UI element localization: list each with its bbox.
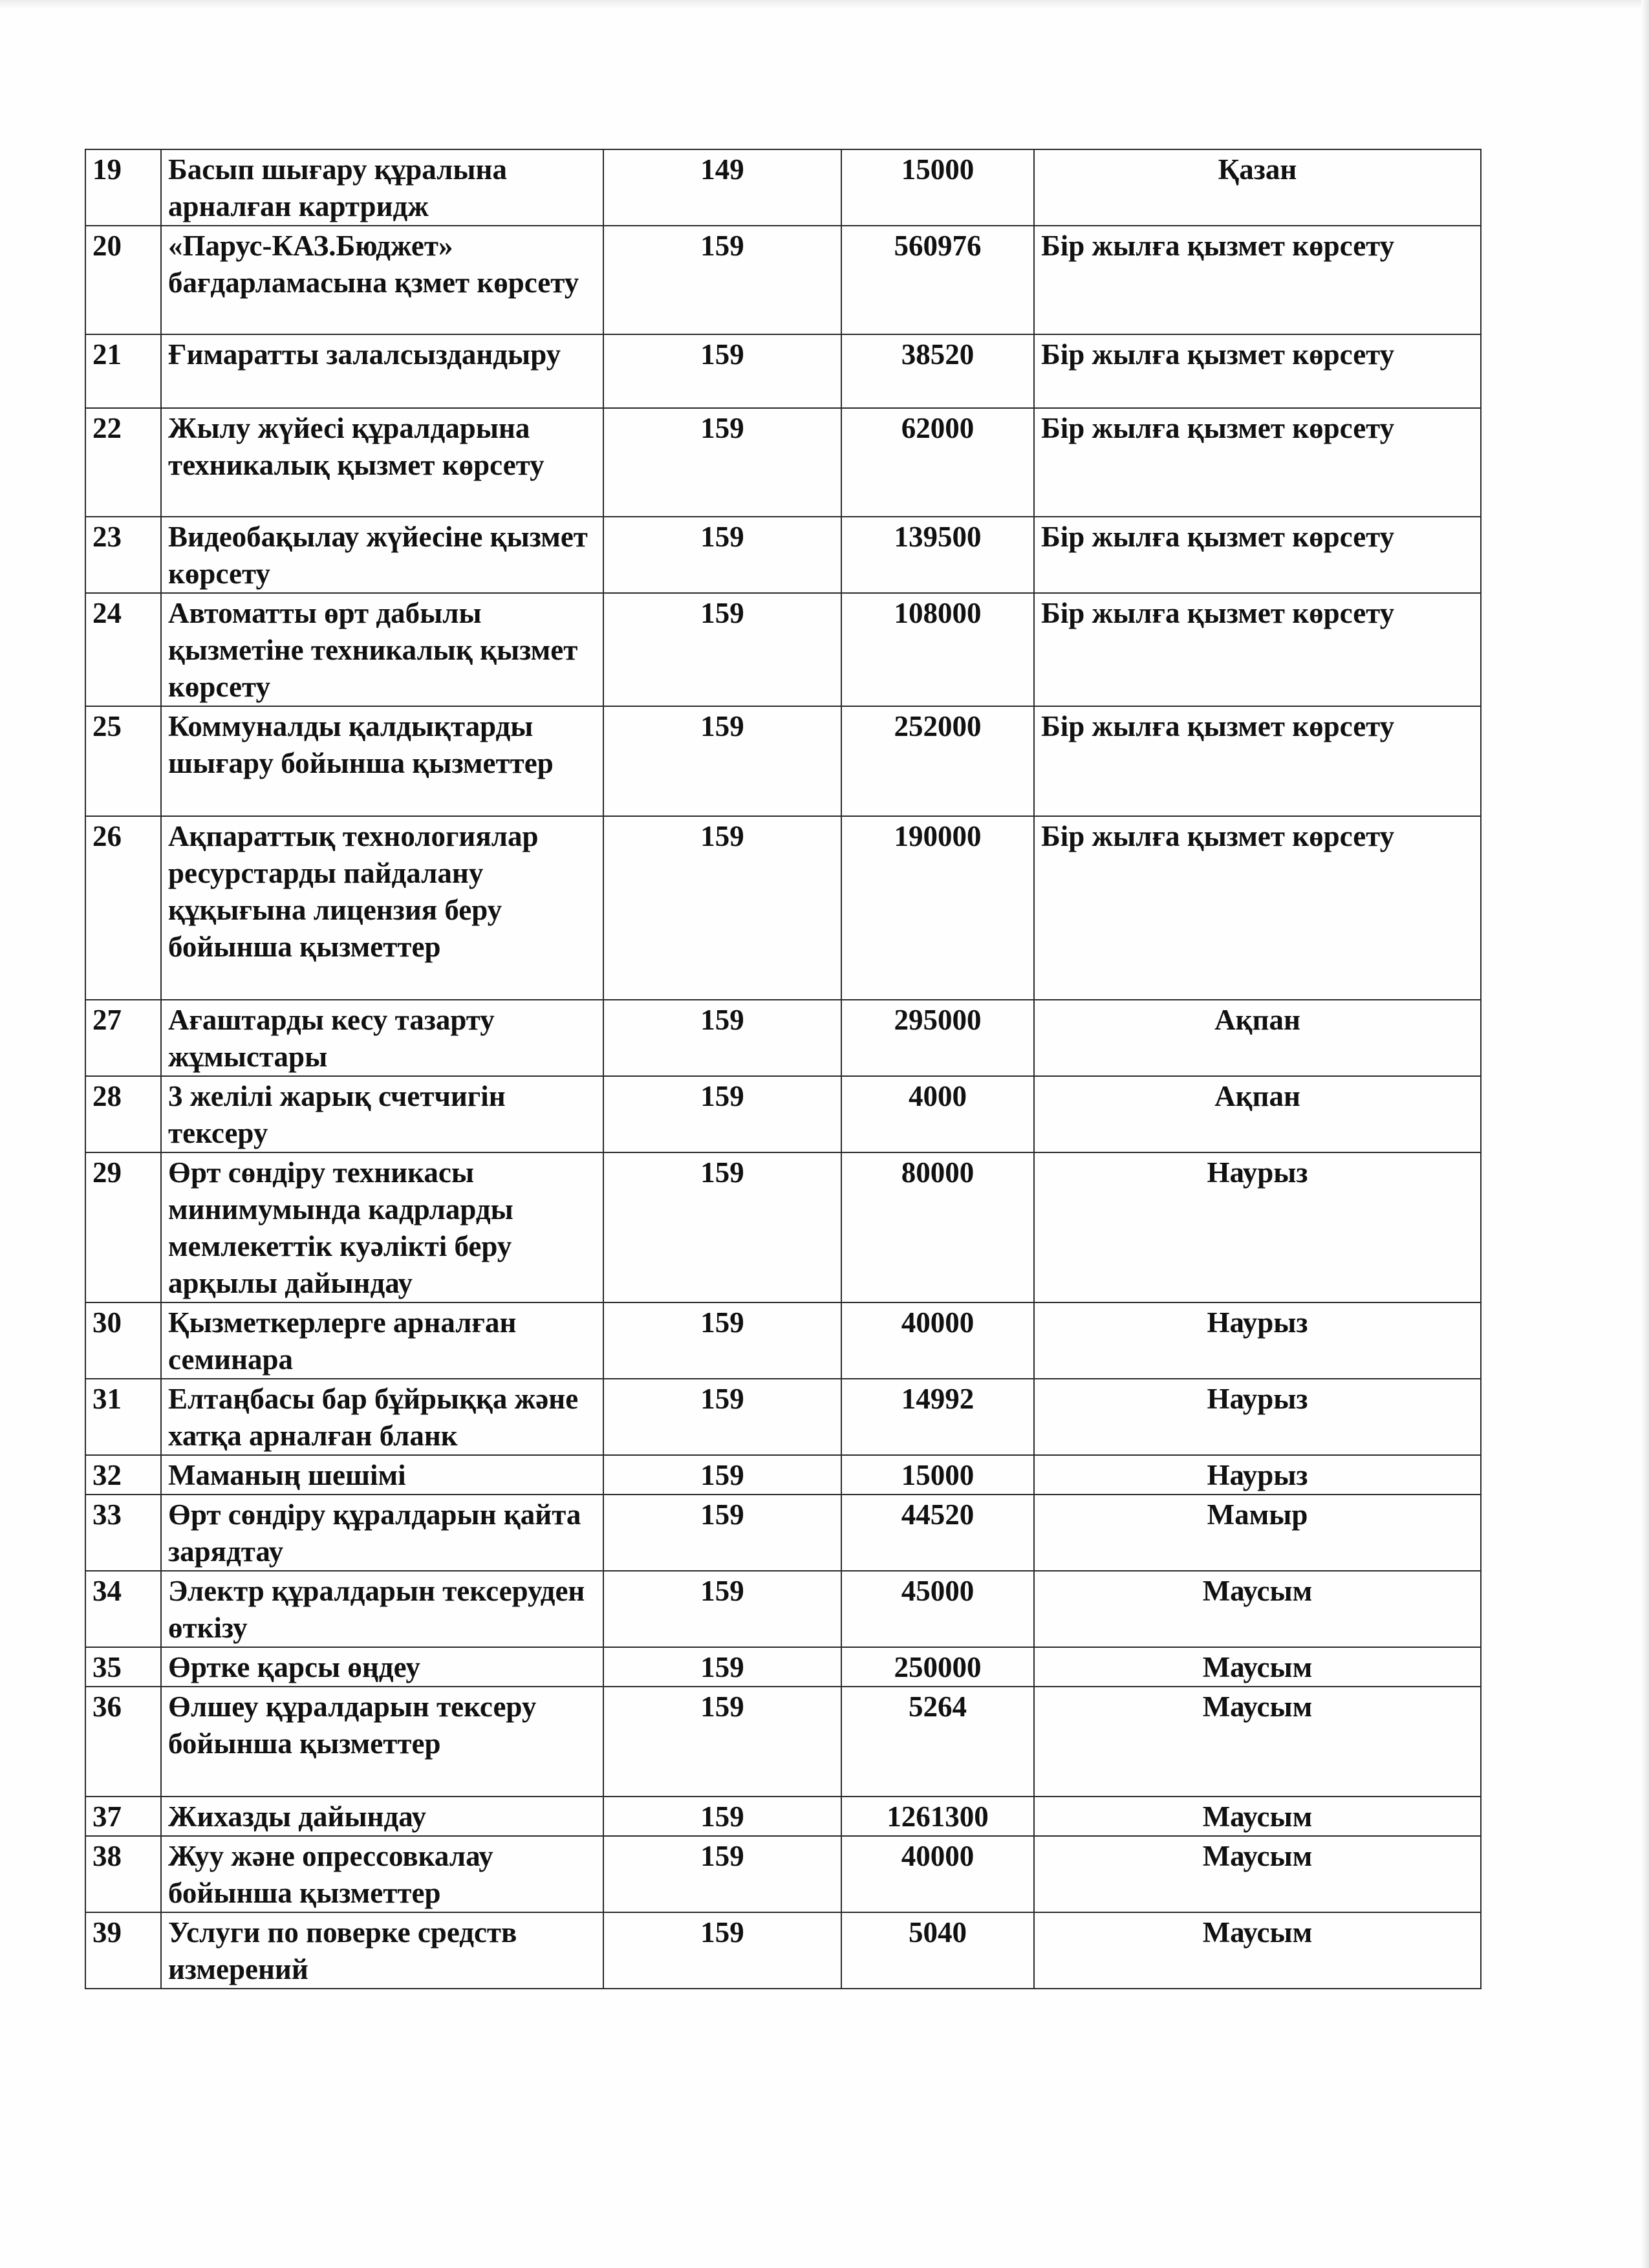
- amount-cell: 80000: [841, 1152, 1034, 1302]
- table-row: [85, 1571, 1481, 1647]
- table-row: [85, 1076, 1481, 1152]
- row-number-cell: 31: [85, 1379, 161, 1455]
- table-row: [85, 1836, 1481, 1912]
- period-cell: Маусым: [1034, 1836, 1481, 1912]
- amount-cell: 5264: [841, 1687, 1034, 1797]
- period-cell: Наурыз: [1034, 1379, 1481, 1455]
- amount-cell: 40000: [841, 1302, 1034, 1379]
- period-cell: Наурыз: [1034, 1455, 1481, 1495]
- item-name-cell: Жихазды дайындау: [161, 1797, 603, 1836]
- period-cell: Ақпан: [1034, 1076, 1481, 1152]
- table-row: [85, 1000, 1481, 1076]
- item-name-cell: Өрт сөндіру техникасы минимумында кадрларды мемлекеттік куәлікті беру арқылы дайындау: [161, 1152, 603, 1302]
- period-cell: Ақпан: [1034, 1000, 1481, 1076]
- item-name-cell: Коммуналды қалдықтарды шығару бойынша қызметтер: [161, 706, 603, 816]
- table-row: [85, 517, 1481, 593]
- scan-edge-right: [1641, 0, 1649, 2268]
- row-number-cell: 28: [85, 1076, 161, 1152]
- budget-code-cell: 159: [603, 1571, 841, 1647]
- table-row: [85, 226, 1481, 334]
- table-row: [85, 706, 1481, 816]
- period-cell: Наурыз: [1034, 1152, 1481, 1302]
- item-name-cell: Басып шығару құралына арналған картридж: [161, 149, 603, 226]
- amount-cell: 560976: [841, 226, 1034, 334]
- row-number-cell: 20: [85, 226, 161, 334]
- budget-code-cell: 159: [603, 1379, 841, 1455]
- period-cell: Бір жылға қызмет көрсету: [1034, 334, 1481, 408]
- budget-code-cell: 159: [603, 334, 841, 408]
- row-number-cell: 29: [85, 1152, 161, 1302]
- period-cell: Бір жылға қызмет көрсету: [1034, 706, 1481, 816]
- period-cell: Бір жылға қызмет көрсету: [1034, 816, 1481, 1000]
- table-row: [85, 334, 1481, 408]
- amount-cell: 190000: [841, 816, 1034, 1000]
- item-name-cell: Ағаштарды кесу тазарту жұмыстары: [161, 1000, 603, 1076]
- item-name-cell: «Парус-КАЗ.Бюджет» бағдарламасына қзмет көрсету: [161, 226, 603, 334]
- period-cell: Бір жылға қызмет көрсету: [1034, 408, 1481, 517]
- row-number-cell: 34: [85, 1571, 161, 1647]
- item-name-cell: Өрт сөндіру құралдарын қайта зарядтау: [161, 1495, 603, 1571]
- table-row: [85, 1152, 1481, 1302]
- row-number-cell: 33: [85, 1495, 161, 1571]
- item-name-cell: Услуги по поверке средств измерений: [161, 1912, 603, 1989]
- budget-code-cell: 159: [603, 1302, 841, 1379]
- budget-code-cell: 159: [603, 1152, 841, 1302]
- budget-code-cell: 159: [603, 1495, 841, 1571]
- period-cell: Мамыр: [1034, 1495, 1481, 1571]
- amount-cell: 45000: [841, 1571, 1034, 1647]
- amount-cell: 44520: [841, 1495, 1034, 1571]
- item-name-cell: Видеобақылау жүйесіне қызмет көрсету: [161, 517, 603, 593]
- amount-cell: 139500: [841, 517, 1034, 593]
- item-name-cell: Автоматты өрт дабылы қызметіне техникалық қызмет көрсету: [161, 593, 603, 706]
- row-number-cell: 26: [85, 816, 161, 1000]
- budget-code-cell: 159: [603, 1687, 841, 1797]
- budget-code-cell: 159: [603, 593, 841, 706]
- table-row: [85, 1797, 1481, 1836]
- budget-code-cell: 159: [603, 408, 841, 517]
- row-number-cell: 24: [85, 593, 161, 706]
- table-row: [85, 1912, 1481, 1989]
- budget-code-cell: 159: [603, 1000, 841, 1076]
- amount-cell: 108000: [841, 593, 1034, 706]
- item-name-cell: Өлшеу құралдарын тексеру бойынша қызметтер: [161, 1687, 603, 1797]
- amount-cell: 295000: [841, 1000, 1034, 1076]
- amount-cell: 62000: [841, 408, 1034, 517]
- period-cell: Маусым: [1034, 1797, 1481, 1836]
- period-cell: Бір жылға қызмет көрсету: [1034, 593, 1481, 706]
- amount-cell: 250000: [841, 1647, 1034, 1687]
- amount-cell: 252000: [841, 706, 1034, 816]
- row-number-cell: 37: [85, 1797, 161, 1836]
- item-name-cell: Жылу жүйесі құралдарына техникалық қызмет көрсету: [161, 408, 603, 517]
- budget-code-cell: 159: [603, 517, 841, 593]
- budget-code-cell: 159: [603, 706, 841, 816]
- row-number-cell: 25: [85, 706, 161, 816]
- table-row: [85, 593, 1481, 706]
- amount-cell: 40000: [841, 1836, 1034, 1912]
- table-row: [85, 1495, 1481, 1571]
- period-cell: Маусым: [1034, 1647, 1481, 1687]
- row-number-cell: 30: [85, 1302, 161, 1379]
- budget-code-cell: 159: [603, 1836, 841, 1912]
- budget-code-cell: 159: [603, 1912, 841, 1989]
- row-number-cell: 21: [85, 334, 161, 408]
- item-name-cell: Ғимаратты залалсыздандыру: [161, 334, 603, 408]
- amount-cell: 14992: [841, 1379, 1034, 1455]
- item-name-cell: 3 желілі жарық счетчигін тексеру: [161, 1076, 603, 1152]
- item-name-cell: Маманың шешімі: [161, 1455, 603, 1495]
- budget-code-cell: 159: [603, 1647, 841, 1687]
- row-number-cell: 39: [85, 1912, 161, 1989]
- row-number-cell: 32: [85, 1455, 161, 1495]
- table-row: [85, 149, 1481, 226]
- period-cell: Маусым: [1034, 1912, 1481, 1989]
- row-number-cell: 38: [85, 1836, 161, 1912]
- amount-cell: 5040: [841, 1912, 1034, 1989]
- item-name-cell: Ақпараттық технологиялар ресурстарды пайдалану құқығына лицензия беру бойынша қызметтер: [161, 816, 603, 1000]
- row-number-cell: 19: [85, 149, 161, 226]
- amount-cell: 15000: [841, 149, 1034, 226]
- scan-edge-top: [0, 0, 1649, 9]
- period-cell: Маусым: [1034, 1571, 1481, 1647]
- period-cell: Маусым: [1034, 1687, 1481, 1797]
- row-number-cell: 36: [85, 1687, 161, 1797]
- budget-code-cell: 159: [603, 1076, 841, 1152]
- procurement-plan-table: [85, 149, 1482, 1989]
- budget-code-cell: 159: [603, 226, 841, 334]
- budget-code-cell: 159: [603, 816, 841, 1000]
- table-body: [85, 149, 1481, 1989]
- table-row: [85, 1687, 1481, 1797]
- item-name-cell: Өртке қарсы өңдеу: [161, 1647, 603, 1687]
- table-row: [85, 1379, 1481, 1455]
- amount-cell: 38520: [841, 334, 1034, 408]
- row-number-cell: 27: [85, 1000, 161, 1076]
- row-number-cell: 22: [85, 408, 161, 517]
- amount-cell: 4000: [841, 1076, 1034, 1152]
- item-name-cell: Жуу және опрессовкалау бойынша қызметтер: [161, 1836, 603, 1912]
- period-cell: Бір жылға қызмет көрсету: [1034, 517, 1481, 593]
- item-name-cell: Қызметкерлерге арналған семинара: [161, 1302, 603, 1379]
- row-number-cell: 35: [85, 1647, 161, 1687]
- amount-cell: 15000: [841, 1455, 1034, 1495]
- item-name-cell: Елтаңбасы бар бұйрыққа және хатқа арналған бланк: [161, 1379, 603, 1455]
- row-number-cell: 23: [85, 517, 161, 593]
- table-row: [85, 816, 1481, 1000]
- table-row: [85, 408, 1481, 517]
- budget-code-cell: 159: [603, 1797, 841, 1836]
- item-name-cell: Электр құралдарын тексеруден өткізу: [161, 1571, 603, 1647]
- budget-code-cell: 159: [603, 1455, 841, 1495]
- budget-code-cell: 149: [603, 149, 841, 226]
- amount-cell: 1261300: [841, 1797, 1034, 1836]
- table-row: [85, 1647, 1481, 1687]
- period-cell: Қазан: [1034, 149, 1481, 226]
- period-cell: Бір жылға қызмет көрсету: [1034, 226, 1481, 334]
- period-cell: Наурыз: [1034, 1302, 1481, 1379]
- table-row: [85, 1302, 1481, 1379]
- table-row: [85, 1455, 1481, 1495]
